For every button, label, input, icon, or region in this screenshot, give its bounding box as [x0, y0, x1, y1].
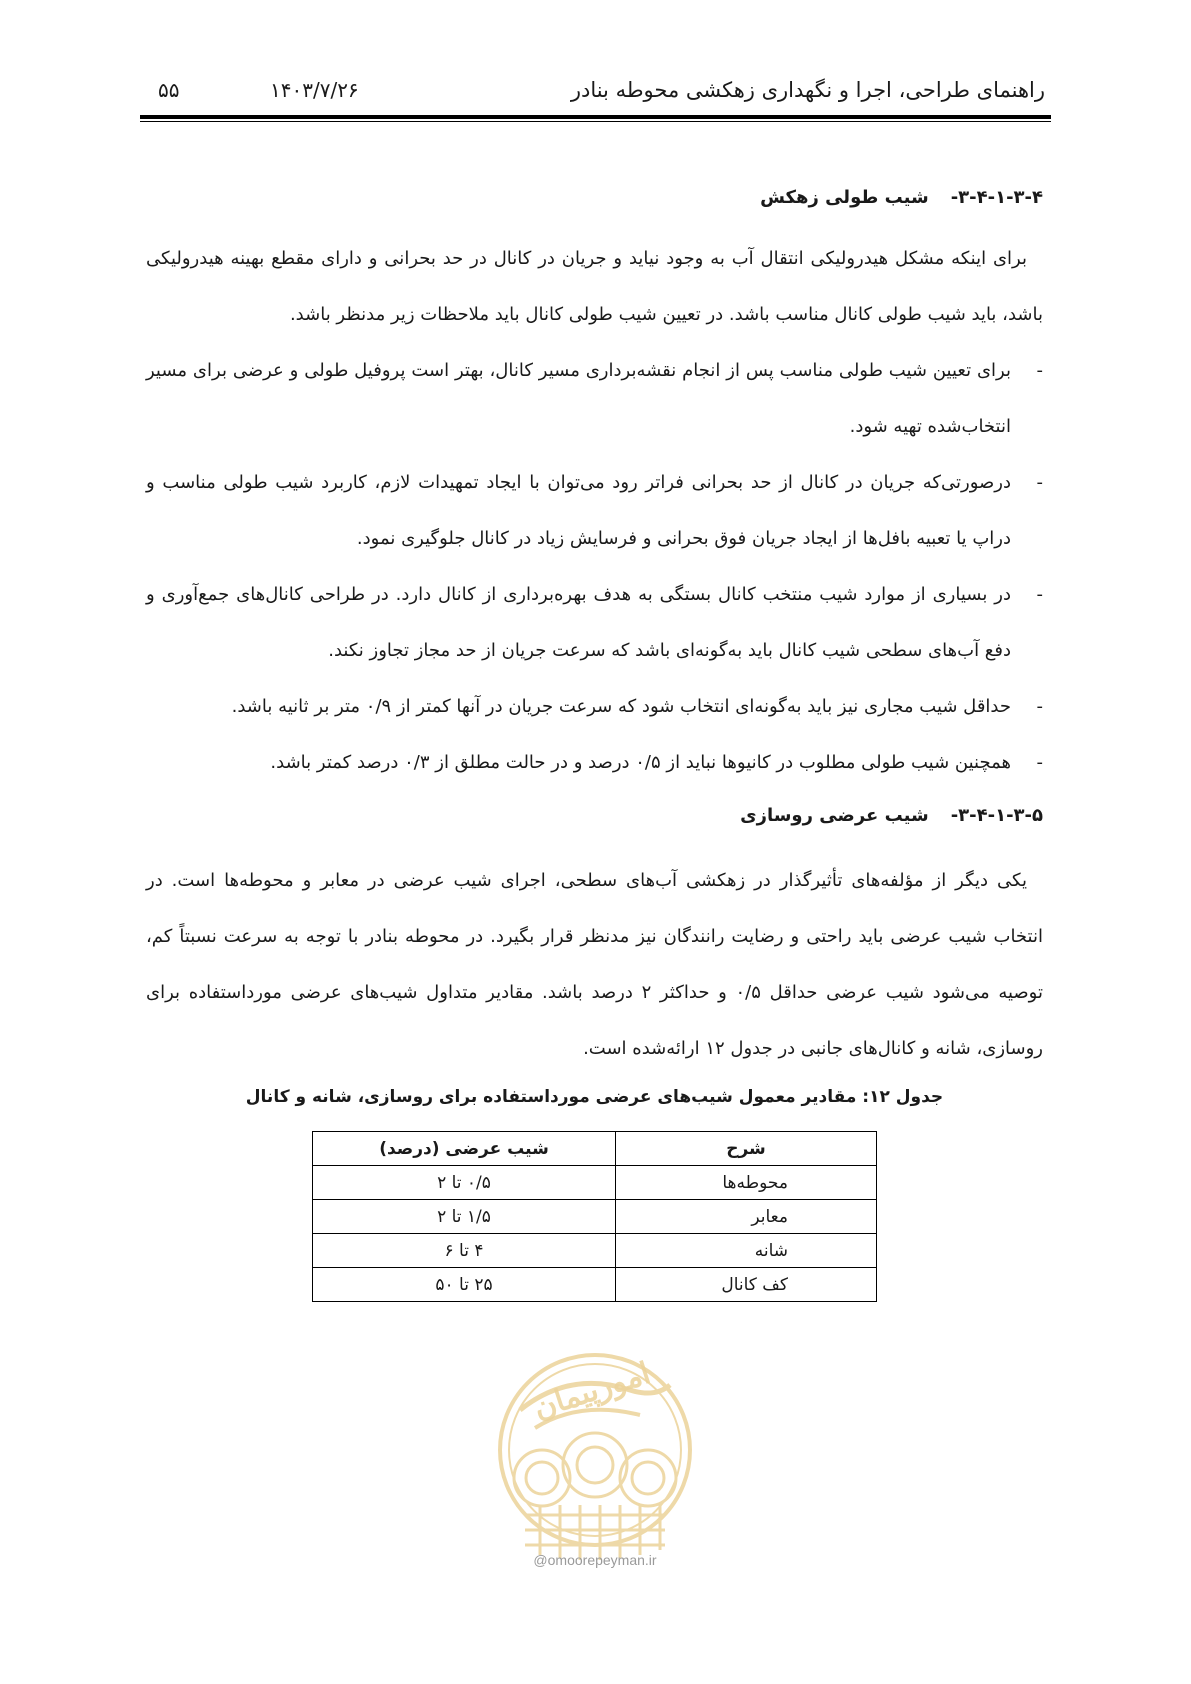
bullet-item: - در بسیاری از موارد شیب منتخب کانال بستگی به هدف بهره‌برداری از کانال دارد. در طراحی کانال‌های جمع‌آوری و دفع آب‌های سطحی شیب کانال باید به‌گونه‌ای باشد که سرعت جریان از حد مجاز تجاوز نکند. [146, 584, 1043, 661]
table-header-cell: شیب عرضی (درصد) [313, 1132, 616, 1166]
table-cell: شانه [616, 1234, 877, 1268]
table-row [313, 1268, 877, 1302]
section-number: ۳-۴-۱-۳-۵- [950, 805, 1043, 826]
page-header [140, 78, 1051, 118]
table-header-cell: شرح [616, 1132, 877, 1166]
bullet-item: - برای تعیین شیب طولی مناسب پس از انجام نقشه‌برداری مسیر کانال، بهتر است پروفیل طولی و عرضی برای مسیر انتخاب‌شده تهیه شود. [146, 360, 1043, 437]
table-cell: ۴ تا ۶ [313, 1234, 616, 1268]
header-rule-thick [140, 115, 1051, 119]
section-paragraph: برای اینکه مشکل هیدرولیکی انتقال آب به وجود نیاید و جریان در کانال در حد بحرانی و دارای مقطع بهینه هیدرولیکی باشد، باید شیب طولی کانال مناسب باشد. در تعیین شیب طولی کانال باید ملاحظات زیر مدنظر باشد. [146, 248, 1043, 325]
header-date: ۱۴۰۳/۷/۲۶ [270, 78, 359, 102]
bullet-list [146, 343, 1043, 791]
table-cell: ۱/۵ تا ۲ [313, 1200, 616, 1234]
table-cell: معابر [616, 1200, 877, 1234]
section-heading [146, 801, 1043, 841]
table-caption: جدول ۱۲: مقادیر معمول شیب‌های عرضی مورداستفاده برای روسازی، شانه و کانال [245, 1087, 944, 1107]
section-number: ۳-۴-۱-۳-۴- [950, 187, 1043, 208]
table-row [313, 1166, 877, 1200]
section-title: شیب طولی زهکش [760, 187, 929, 208]
section-heading [146, 183, 1043, 223]
table-header-row [313, 1132, 877, 1166]
slope-table [312, 1131, 877, 1302]
document-title: راهنمای طراحی، اجرا و نگهداری زهکشی محوطه بنادر [570, 78, 1045, 102]
header-rule-thin [140, 121, 1051, 122]
bullet-item: - درصورتی‌که جریان در کانال از حد بحرانی فراتر رود می‌توان با ایجاد تمهیدات لازم، کاربرد شیب طولی مناسب و دراپ یا تعبیه بافل‌ها از ایجاد جریان فوق بحرانی و فرسایش زیاد در کانال جلوگیری نمود. [146, 472, 1043, 549]
table-cell: محوطه‌ها [616, 1166, 877, 1200]
watermark-url: @omoorepeyman.ir [533, 1552, 657, 1568]
watermark-brand-text: امورپیمان [529, 1355, 655, 1427]
table-cell: ۲۵ تا ۵۰ [313, 1268, 616, 1302]
section-title: شیب عرضی روسازی [740, 805, 929, 826]
table-cell: ۰/۵ تا ۲ [313, 1166, 616, 1200]
page-content [146, 183, 1043, 1302]
section-paragraph: یکی دیگر از مؤلفه‌های تأثیرگذار در زهکشی آب‌های سطحی، اجرای شیب عرضی در معابر و محوطه‌ها است. در انتخاب شیب عرضی باید راحتی و رضایت رانندگان نیز مدنظر قرار بگیرد. در محوطه بنادر با توجه به سرعت نسبتاً کم، توصیه می‌شود شیب عرضی حداقل ۰/۵ و حداکثر ۲ درصد باشد. مقادیر متداول شیب‌های عرضی مورداستفاده برای روسازی، شانه و کانال‌های جانبی در جدول ۱۲ ارائه‌شده است. [146, 870, 1043, 1059]
bullet-item: - همچنین شیب طولی مطلوب در کانیوها نباید از ۰/۵ درصد و در حالت مطلق از ۰/۳ درصد کمتر باشد. [270, 752, 1043, 773]
table-row [313, 1200, 877, 1234]
bullet-item: - حداقل شیب مجاری نیز باید به‌گونه‌ای انتخاب شود که سرعت جریان در آنها کمتر از ۰/۹ متر بر ثانیه باشد. [231, 696, 1043, 717]
page-number: ۵۵ [158, 78, 180, 102]
table-row [313, 1234, 877, 1268]
table-cell: کف کانال [616, 1268, 877, 1302]
